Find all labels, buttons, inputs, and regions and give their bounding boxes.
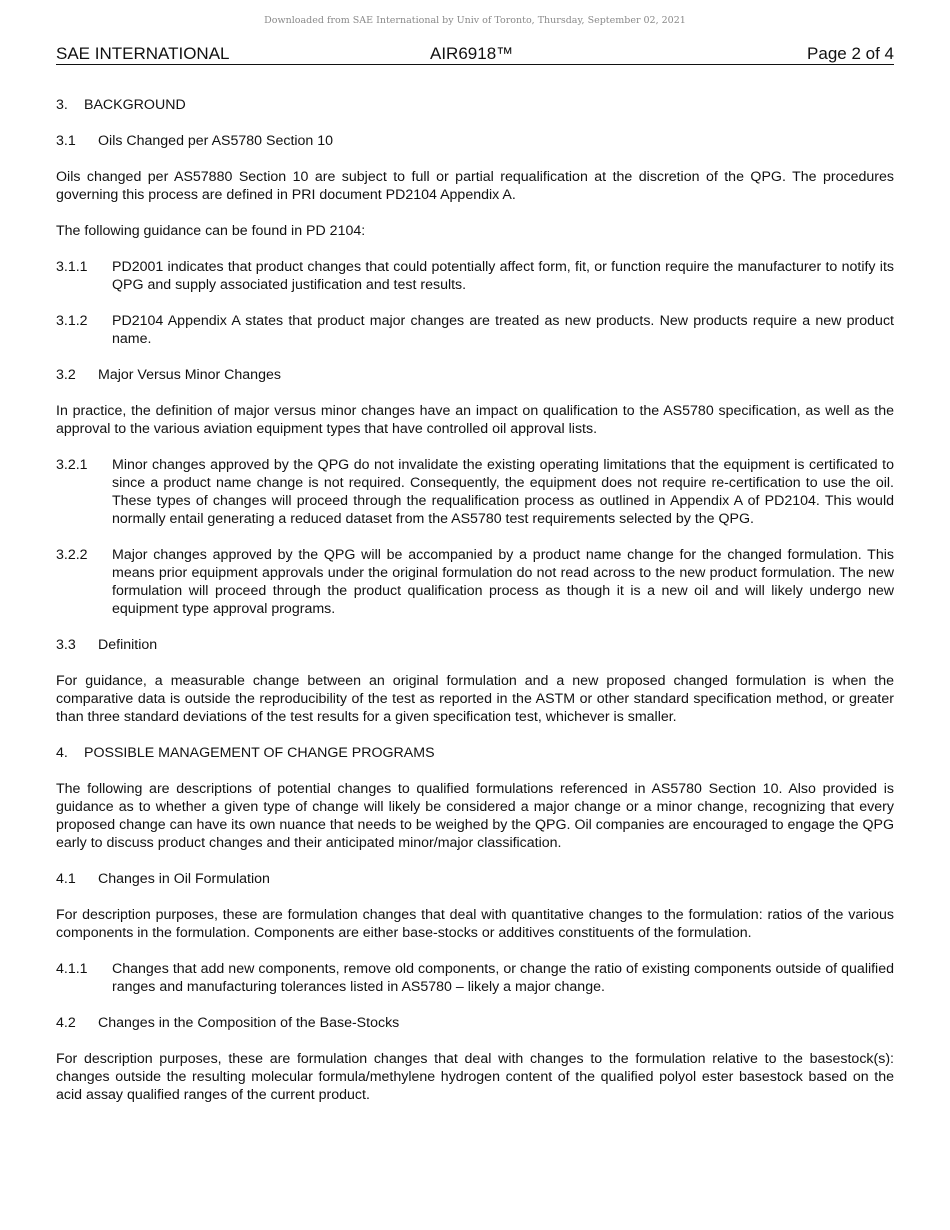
item-number: 3.2.2: [56, 547, 88, 563]
page-number: Page 2 of 4: [807, 44, 894, 63]
item-text: PD2104 Appendix A states that product major changes are treated as new products. New products require a new product name.: [112, 313, 894, 347]
section-4-2-heading: [56, 1014, 894, 1032]
section-number: 3.1: [56, 133, 76, 149]
section-number: 3.: [56, 97, 68, 113]
publisher-name: SAE INTERNATIONAL: [56, 44, 230, 63]
page-header: [56, 44, 894, 65]
paragraph: In practice, the definition of major versus minor changes have an impact on qualification to the AS5780 specification, as well as the approval to the various aviation equipment types that have controlled oil approval lists.: [56, 403, 894, 437]
section-3-2-heading: [56, 366, 894, 384]
section-title: Changes in the Composition of the Base-Stocks: [98, 1015, 400, 1031]
section-number: 4.: [56, 745, 68, 761]
item-number: 3.1.2: [56, 313, 88, 329]
section-title: POSSIBLE MANAGEMENT OF CHANGE PROGRAMS: [84, 745, 435, 761]
section-title: Oils Changed per AS5780 Section 10: [98, 133, 334, 149]
item-text: PD2001 indicates that product changes that could potentially affect form, fit, or function require the manufacturer to notify its QPG and supply associated justification and test results.: [112, 259, 894, 293]
paragraph: For description purposes, these are formulation changes that deal with changes to the formulation relative to the basestock(s): changes outside the resulting molecular formula/methylene hydrogen content of the qualified polyol ester basestock based on the acid assay qualified ranges of the current product.: [56, 1051, 894, 1103]
section-number: 3.3: [56, 637, 76, 653]
section-number: 4.2: [56, 1015, 76, 1031]
paragraph: For description purposes, these are formulation changes that deal with quantitative changes to the formulation: ratios of the various components in the formulation. Components are either base-stocks or additives constituents of the formulation.: [56, 907, 894, 941]
list-item-3-2-2: [56, 546, 894, 618]
list-item-4-1-1: [56, 960, 894, 996]
item-number: 3.2.1: [56, 457, 88, 473]
list-item-3-1-2: [56, 312, 894, 348]
section-title: Definition: [98, 637, 158, 653]
document-number: AIR6918™: [430, 44, 514, 63]
paragraph: The following guidance can be found in PD 2104:: [56, 223, 366, 239]
section-4-1-heading: [56, 870, 894, 888]
section-3-1-heading: [56, 132, 894, 150]
paragraph: For guidance, a measurable change between an original formulation and a new proposed changed formulation is when the comparative data is outside the reproducibility of the test as reported in the ASTM or other standard specification method, or greater than three standard deviations of the test results for a given specification test, whichever is smaller.: [56, 673, 894, 725]
document-body: [56, 96, 894, 1122]
item-number: 3.1.1: [56, 259, 88, 275]
list-item-3-2-1: [56, 456, 894, 528]
item-text: Minor changes approved by the QPG do not invalidate the existing operating limitations that the equipment is certificated to since a product name change is not required. Consequently, the equipment does not require re-certification to use the oil. These types of changes will proceed through the requalification process as outlined in Appendix A of PD2104. This would normally entail generating a reduced dataset from the AS5780 test requirements selected by the QPG.: [112, 457, 894, 527]
section-number: 4.1: [56, 871, 76, 887]
section-title: Changes in Oil Formulation: [98, 871, 270, 887]
section-3-3-heading: [56, 636, 894, 654]
list-item-3-1-1: [56, 258, 894, 294]
section-number: 3.2: [56, 367, 76, 383]
item-text: Changes that add new components, remove old components, or change the ratio of existing components outside of qualified ranges and manufacturing tolerances listed in AS5780 – likely a major change.: [112, 961, 894, 995]
section-4-heading: [56, 744, 894, 762]
section-title: Major Versus Minor Changes: [98, 367, 281, 383]
section-3-heading: [56, 96, 894, 114]
download-watermark: Downloaded from SAE International by Univ of Toronto, Thursday, September 02, 2021: [264, 15, 686, 26]
item-number: 4.1.1: [56, 961, 88, 977]
section-title: BACKGROUND: [84, 97, 186, 113]
paragraph: The following are descriptions of potential changes to qualified formulations referenced in AS5780 Section 10. Also provided is guidance as to whether a given type of change will likely be considered a major change or a minor change, recognizing that every proposed change can have its own nuance that needs to be weighed by the QPG. Oil companies are encouraged to engage the QPG early to discuss product changes and their anticipated minor/major classification.: [56, 781, 894, 851]
item-text: Major changes approved by the QPG will be accompanied by a product name change for the changed formulation. This means prior equipment approvals under the original formulation do not read across to the new product formulation. The new formulation will proceed through the product qualification process as though it is a new oil and will likely undergo new equipment type approval programs.: [112, 547, 894, 617]
paragraph: Oils changed per AS57880 Section 10 are subject to full or partial requalification at the discretion of the QPG. The procedures governing this process are defined in PRI document PD2104 Appendix A.: [56, 169, 894, 203]
